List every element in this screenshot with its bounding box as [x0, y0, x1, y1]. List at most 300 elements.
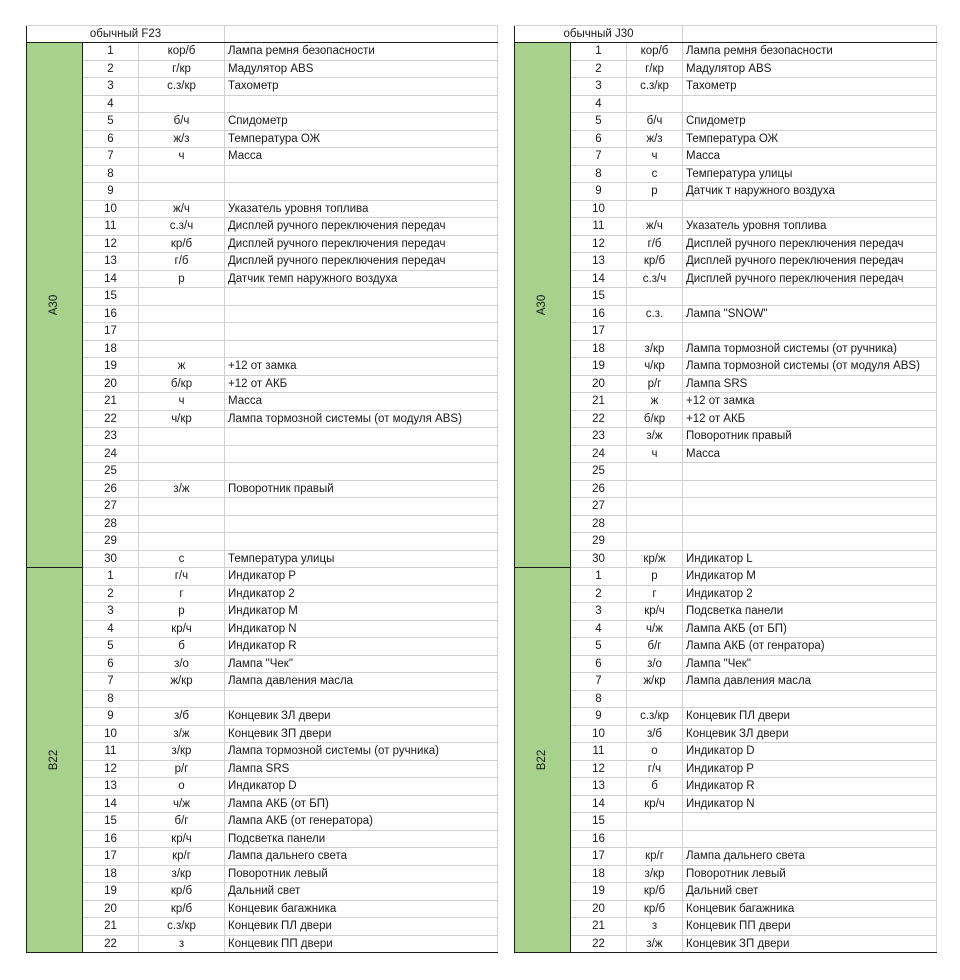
wire-color: с.з. — [627, 305, 683, 323]
table-row — [27, 463, 498, 481]
wire-color — [139, 445, 225, 463]
table-row — [27, 603, 498, 621]
wire-color: з/б — [627, 725, 683, 743]
wire-color: кр/б — [139, 900, 225, 918]
pin-description: Лампа АКБ (от БП) — [225, 795, 498, 813]
table-row — [515, 848, 937, 866]
pin-description — [683, 533, 937, 551]
pin-number: 24 — [571, 445, 627, 463]
table-row — [27, 813, 498, 831]
pin-number: 13 — [571, 253, 627, 271]
table-row — [27, 883, 498, 901]
wire-color: кр/г — [139, 848, 225, 866]
wire-color: ч — [139, 148, 225, 166]
table-row — [27, 358, 498, 376]
table-row — [515, 673, 937, 691]
pin-number: 25 — [571, 463, 627, 481]
table-row — [27, 445, 498, 463]
wire-color: б/кр — [139, 375, 225, 393]
pin-number: 17 — [571, 323, 627, 341]
pin-description — [225, 183, 498, 201]
pin-number: 15 — [571, 813, 627, 831]
pin-description: Концевик багажника — [225, 900, 498, 918]
wire-color — [139, 498, 225, 516]
wire-color — [139, 533, 225, 551]
pin-description — [683, 830, 937, 848]
wire-color: кр/б — [627, 883, 683, 901]
wire-color — [627, 533, 683, 551]
pin-description: Индикатор M — [225, 603, 498, 621]
wire-color: з/о — [627, 655, 683, 673]
table-row — [27, 690, 498, 708]
pin-number: 3 — [571, 603, 627, 621]
table-row — [515, 533, 937, 551]
pin-number: 17 — [571, 848, 627, 866]
wire-color: р — [627, 183, 683, 201]
pin-description: Масса — [683, 148, 937, 166]
table-row — [27, 848, 498, 866]
pin-number: 6 — [571, 130, 627, 148]
pin-number: 21 — [571, 393, 627, 411]
pin-description: Спидометр — [683, 113, 937, 131]
pin-description: Температура ОЖ — [683, 130, 937, 148]
pin-number: 4 — [83, 95, 139, 113]
connector-name: В22 — [536, 749, 549, 771]
pin-description — [683, 463, 937, 481]
wire-color — [627, 813, 683, 831]
pin-number: 7 — [83, 673, 139, 691]
table-title-spacer — [683, 26, 937, 43]
wire-color — [139, 183, 225, 201]
table-row — [515, 43, 937, 61]
pin-number: 21 — [83, 918, 139, 936]
table-row — [515, 463, 937, 481]
pin-number: 20 — [83, 900, 139, 918]
pin-number: 16 — [83, 830, 139, 848]
wire-color: з/кр — [627, 340, 683, 358]
wire-color: с — [139, 550, 225, 568]
pin-description — [225, 323, 498, 341]
table-row — [27, 480, 498, 498]
table-row — [27, 78, 498, 96]
pin-description — [683, 498, 937, 516]
pin-description: Температура ОЖ — [225, 130, 498, 148]
wire-color: ж/ч — [139, 200, 225, 218]
pin-description — [683, 200, 937, 218]
connector-label — [515, 568, 571, 953]
wire-color: з — [139, 935, 225, 953]
table-row — [515, 708, 937, 726]
table-row — [515, 305, 937, 323]
pin-description: Дисплей ручного переключения передач — [225, 218, 498, 236]
wire-color — [139, 428, 225, 446]
pinout-table-j30 — [514, 25, 937, 953]
table-row — [27, 655, 498, 673]
wire-color: з/кр — [139, 865, 225, 883]
pin-number: 6 — [571, 655, 627, 673]
wire-color: б/г — [139, 813, 225, 831]
wire-color: кр/б — [139, 883, 225, 901]
wire-color: з — [627, 918, 683, 936]
wire-color: з/ж — [627, 935, 683, 953]
pin-number: 15 — [571, 288, 627, 306]
wire-color — [139, 340, 225, 358]
wire-color — [139, 305, 225, 323]
pin-number: 28 — [571, 515, 627, 533]
wire-color: кор/б — [627, 43, 683, 61]
pin-number: 27 — [571, 498, 627, 516]
pin-description: Дальний свет — [225, 883, 498, 901]
wire-color: б — [139, 638, 225, 656]
pin-number: 13 — [571, 778, 627, 796]
table-title-spacer — [225, 26, 498, 43]
table-row — [515, 690, 937, 708]
wire-color: з/кр — [627, 865, 683, 883]
wire-color: ж/кр — [627, 673, 683, 691]
wire-color — [627, 690, 683, 708]
table-row — [27, 760, 498, 778]
pin-number: 20 — [571, 900, 627, 918]
wire-color: с.з/кр — [139, 918, 225, 936]
pin-number: 14 — [571, 795, 627, 813]
pin-description — [225, 533, 498, 551]
pin-number: 15 — [83, 813, 139, 831]
connector-name: А30 — [48, 294, 61, 316]
pin-description: Дисплей ручного переключения передач — [683, 270, 937, 288]
wire-color — [627, 480, 683, 498]
pin-number: 11 — [83, 743, 139, 761]
table-row — [27, 550, 498, 568]
wire-color: з/ж — [139, 725, 225, 743]
pin-number: 19 — [83, 883, 139, 901]
pin-description: Лампа SRS — [225, 760, 498, 778]
pin-number: 12 — [571, 235, 627, 253]
pin-description: Мадулятор ABS — [683, 60, 937, 78]
wire-color — [627, 515, 683, 533]
pin-description: Тахометр — [225, 78, 498, 96]
table-row — [27, 498, 498, 516]
pin-description: Индикатор D — [683, 743, 937, 761]
pin-number: 20 — [571, 375, 627, 393]
pin-number: 2 — [83, 585, 139, 603]
pin-description: Лампа дальнего света — [225, 848, 498, 866]
wire-color: с.з/ч — [627, 270, 683, 288]
pin-number: 22 — [83, 935, 139, 953]
wire-color — [627, 498, 683, 516]
wire-color: ч — [627, 445, 683, 463]
pin-description — [683, 690, 937, 708]
pin-description: Лампа АКБ (от генератора) — [225, 813, 498, 831]
pin-description: Мадулятор ABS — [225, 60, 498, 78]
table-row — [27, 148, 498, 166]
pin-description: Индикатор P — [683, 760, 937, 778]
table-row — [27, 778, 498, 796]
pin-description — [225, 463, 498, 481]
pin-number: 21 — [83, 393, 139, 411]
wire-color: г/ч — [139, 568, 225, 586]
pin-description: Концевик ПЛ двери — [225, 918, 498, 936]
table-row — [27, 253, 498, 271]
wire-color: кр/ч — [139, 620, 225, 638]
pin-description — [683, 95, 937, 113]
wire-color: б/г — [627, 638, 683, 656]
pin-description: Лампа давления масла — [683, 673, 937, 691]
table-row — [515, 200, 937, 218]
table-row — [27, 288, 498, 306]
table-row — [515, 148, 937, 166]
pin-number: 30 — [83, 550, 139, 568]
wire-color: ч/кр — [627, 358, 683, 376]
wire-color: з/кр — [139, 743, 225, 761]
table-row — [515, 288, 937, 306]
table-row — [27, 620, 498, 638]
pin-description — [225, 498, 498, 516]
pin-number: 5 — [571, 113, 627, 131]
pin-description: Указатель уровня топлива — [225, 200, 498, 218]
pin-number: 10 — [571, 725, 627, 743]
table-row — [515, 900, 937, 918]
pin-number: 16 — [571, 305, 627, 323]
table-row — [515, 165, 937, 183]
connector-label — [27, 43, 83, 568]
pin-description: Поворотник правый — [225, 480, 498, 498]
wire-color: кр/б — [627, 253, 683, 271]
table-row — [27, 585, 498, 603]
table-row — [27, 410, 498, 428]
pin-description: Масса — [225, 393, 498, 411]
wire-color — [627, 288, 683, 306]
wire-color — [627, 463, 683, 481]
table-row — [27, 708, 498, 726]
table-row — [515, 935, 937, 953]
pin-description: Лампа тормозной системы (от ручника) — [225, 743, 498, 761]
pin-description: +12 от АКБ — [683, 410, 937, 428]
table-row — [515, 183, 937, 201]
pin-description: Индикатор P — [225, 568, 498, 586]
wire-color: кр/ч — [139, 830, 225, 848]
pin-description: Концевик ЗЛ двери — [683, 725, 937, 743]
table-row — [515, 445, 937, 463]
wire-color — [139, 95, 225, 113]
table-row — [515, 795, 937, 813]
table-row — [27, 795, 498, 813]
pin-number: 9 — [83, 183, 139, 201]
pin-description: Лампа "Чек" — [683, 655, 937, 673]
pin-number: 11 — [571, 218, 627, 236]
pin-description — [683, 813, 937, 831]
pin-number: 13 — [83, 778, 139, 796]
wire-color: з/б — [139, 708, 225, 726]
pin-number: 4 — [571, 620, 627, 638]
pin-description: Индикатор D — [225, 778, 498, 796]
pin-description: Масса — [225, 148, 498, 166]
pin-number: 9 — [571, 183, 627, 201]
pin-description: Концевик ЗП двери — [683, 935, 937, 953]
table-row — [27, 113, 498, 131]
wire-color: р — [139, 603, 225, 621]
pin-description: Концевик багажника — [683, 900, 937, 918]
wire-color: с.з/кр — [627, 78, 683, 96]
pin-number: 6 — [83, 130, 139, 148]
pin-number: 19 — [571, 883, 627, 901]
pin-number: 5 — [571, 638, 627, 656]
table-row — [515, 323, 937, 341]
table-row — [515, 725, 937, 743]
pin-number: 1 — [571, 43, 627, 61]
table-row — [515, 78, 937, 96]
pin-number: 18 — [83, 340, 139, 358]
wire-color: кр/г — [627, 848, 683, 866]
table-row — [27, 200, 498, 218]
wire-color: с — [627, 165, 683, 183]
pin-description: +12 от замка — [225, 358, 498, 376]
table-row — [515, 270, 937, 288]
pin-number: 18 — [83, 865, 139, 883]
pin-number: 5 — [83, 113, 139, 131]
pin-description: Концевик ПП двери — [683, 918, 937, 936]
table-row — [27, 725, 498, 743]
pin-description: Дисплей ручного переключения передач — [225, 235, 498, 253]
table-row — [515, 778, 937, 796]
pin-number: 26 — [571, 480, 627, 498]
pin-number: 10 — [571, 200, 627, 218]
table-row — [27, 638, 498, 656]
pin-description — [225, 515, 498, 533]
table-row — [27, 918, 498, 936]
pin-number: 8 — [571, 690, 627, 708]
table-row — [515, 603, 937, 621]
pin-number: 8 — [83, 165, 139, 183]
pin-number: 14 — [83, 270, 139, 288]
pin-number: 23 — [83, 428, 139, 446]
pin-number: 17 — [83, 323, 139, 341]
pin-number: 22 — [571, 410, 627, 428]
pin-description: Температура улицы — [225, 550, 498, 568]
table-row — [515, 393, 937, 411]
pin-number: 16 — [571, 830, 627, 848]
table-row — [27, 165, 498, 183]
pin-description — [225, 445, 498, 463]
wire-color — [139, 323, 225, 341]
wire-color: с.з/кр — [627, 708, 683, 726]
table-row — [515, 410, 937, 428]
pin-number: 3 — [571, 78, 627, 96]
pin-number: 12 — [83, 235, 139, 253]
pin-number: 1 — [571, 568, 627, 586]
table-title: обычный F23 — [27, 26, 225, 43]
pin-description — [683, 288, 937, 306]
table-row — [27, 865, 498, 883]
pin-number: 13 — [83, 253, 139, 271]
wire-color: б/кр — [627, 410, 683, 428]
pin-description: Лампа ремня безопасности — [225, 43, 498, 61]
pin-description: Индикатор R — [683, 778, 937, 796]
table-row — [515, 480, 937, 498]
pin-description: Лампа "Чек" — [225, 655, 498, 673]
pin-description: Указатель уровня топлива — [683, 218, 937, 236]
pin-number: 24 — [83, 445, 139, 463]
pin-description: Лампа давления масла — [225, 673, 498, 691]
pin-description — [225, 305, 498, 323]
pin-description: Лампа SRS — [683, 375, 937, 393]
table-row — [27, 60, 498, 78]
pin-description: Температура улицы — [683, 165, 937, 183]
wire-color: ж — [139, 358, 225, 376]
wire-color: ж — [627, 393, 683, 411]
table-row — [515, 813, 937, 831]
wire-color — [139, 463, 225, 481]
pin-description: Лампа "SNOW" — [683, 305, 937, 323]
pin-description: Лампа дальнего света — [683, 848, 937, 866]
wire-color: ж/з — [627, 130, 683, 148]
table-row — [515, 375, 937, 393]
table-row — [515, 883, 937, 901]
table-row — [27, 235, 498, 253]
wire-color: р/г — [627, 375, 683, 393]
table-row — [515, 550, 937, 568]
wire-color — [139, 515, 225, 533]
pin-description: Лампа тормозной системы (от ручника) — [683, 340, 937, 358]
table-row — [27, 673, 498, 691]
pin-number: 8 — [83, 690, 139, 708]
wire-color: г — [627, 585, 683, 603]
table-row — [515, 498, 937, 516]
wire-color: г/б — [627, 235, 683, 253]
pin-number: 7 — [571, 148, 627, 166]
wire-color: ж/ч — [627, 218, 683, 236]
wire-color: о — [139, 778, 225, 796]
pin-description: Лампа тормозной системы (от модуля ABS) — [683, 358, 937, 376]
wire-color: ж/кр — [139, 673, 225, 691]
table-row — [515, 918, 937, 936]
pinout-table-f23 — [26, 25, 498, 953]
connector-label — [515, 43, 571, 568]
table-row — [515, 340, 937, 358]
table-row — [27, 43, 498, 61]
pin-number: 7 — [571, 673, 627, 691]
pin-number: 26 — [83, 480, 139, 498]
pin-number: 4 — [571, 95, 627, 113]
wire-color: р/г — [139, 760, 225, 778]
wire-color — [139, 165, 225, 183]
wire-color: кор/б — [139, 43, 225, 61]
pin-number: 21 — [571, 918, 627, 936]
wire-color: г/кр — [627, 60, 683, 78]
pin-number: 11 — [571, 743, 627, 761]
pin-number: 7 — [83, 148, 139, 166]
pin-number: 11 — [83, 218, 139, 236]
pin-description — [225, 690, 498, 708]
pin-description: Индикатор R — [225, 638, 498, 656]
table-row — [27, 323, 498, 341]
pin-number: 1 — [83, 43, 139, 61]
pin-number: 16 — [83, 305, 139, 323]
wire-color: кр/ч — [627, 795, 683, 813]
table-row — [515, 865, 937, 883]
pin-number: 25 — [83, 463, 139, 481]
pin-description: Поворотник правый — [683, 428, 937, 446]
pin-number: 2 — [83, 60, 139, 78]
table-row — [27, 393, 498, 411]
table-row — [27, 830, 498, 848]
table-row — [515, 428, 937, 446]
table-row — [27, 95, 498, 113]
table-row — [515, 760, 937, 778]
pin-number: 19 — [571, 358, 627, 376]
wire-color: р — [627, 568, 683, 586]
table-row — [27, 428, 498, 446]
table-row — [515, 620, 937, 638]
